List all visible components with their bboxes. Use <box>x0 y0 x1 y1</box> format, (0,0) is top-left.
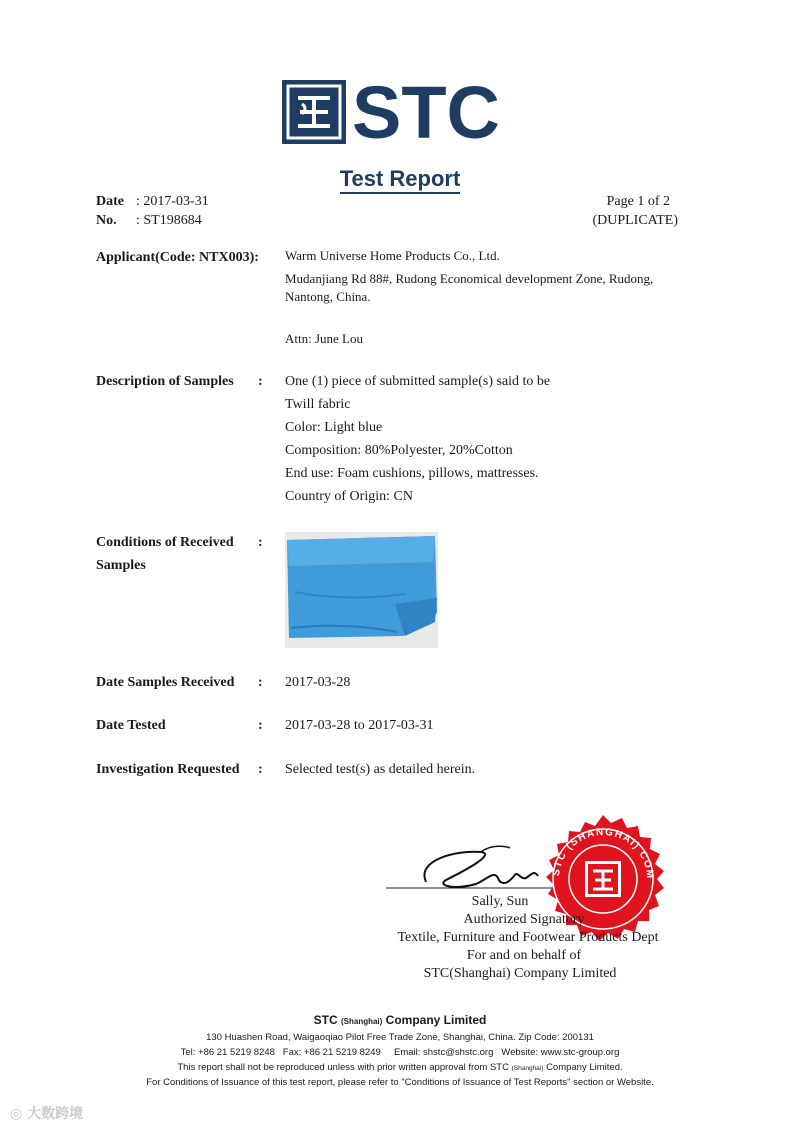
description-line: Twill fabric <box>285 397 351 412</box>
copy-type: (DUPLICATE) <box>592 213 678 228</box>
description-line: Color: Light blue <box>285 420 383 435</box>
conditions-label-line2: Samples <box>96 558 146 573</box>
description-line: Country of Origin: CN <box>285 489 413 504</box>
investigation-colon: : <box>258 762 263 777</box>
applicant-address-line2: Nantong, China. <box>285 289 371 304</box>
signatory-name: Sally, Sun <box>471 894 529 909</box>
applicant-address-line1: Mudanjiang Rd 88#, Rudong Economical development Zone, Rudong, <box>285 271 654 286</box>
investigation-label: Investigation Requested <box>96 762 240 777</box>
seal-text: STC (SHANGHAI) COM <box>550 826 656 881</box>
footer-notice-2: For Conditions of Issuance of this test report, please refer to "Conditions of Issuance of Test Reports" section or Website. <box>146 1077 654 1088</box>
logo-text: STC <box>352 80 500 144</box>
date-tested-colon: : <box>258 718 263 733</box>
no-value: : ST198684 <box>136 213 202 228</box>
watermark: ◎ 大数跨境 <box>10 1106 84 1122</box>
date-value: : 2017-03-31 <box>136 194 209 209</box>
date-received-colon: : <box>258 675 263 690</box>
investigation-value: Selected test(s) as detailed herein. <box>285 762 476 777</box>
report-title: Test Report <box>0 166 800 192</box>
date-received-label: Date Samples Received <box>96 675 235 690</box>
applicant-label: Applicant(Code: NTX003): <box>96 250 259 265</box>
footer-address: 130 Huashen Road, Waigaoqiao Pilot Free Trade Zone, Shanghai, China. Zip Code: 200131 <box>206 1032 594 1043</box>
date-label: Date <box>96 194 124 209</box>
footer-company: STC (Shanghai) Company Limited <box>313 1013 487 1027</box>
footer-notice-1: This report shall not be reproduced unless with prior written approval from STC (Shanghai) Company Limited. <box>177 1062 623 1073</box>
description-line: One (1) piece of submitted sample(s) said to be <box>285 374 551 389</box>
behalf-company: STC(Shanghai) Company Limited <box>423 966 617 981</box>
behalf-line: For and on behalf of <box>466 948 582 963</box>
description-label: Description of Samples <box>96 374 234 389</box>
company-seal <box>535 813 671 949</box>
description-line: Composition: 80%Polyester, 20%Cotton <box>285 443 513 458</box>
fabric-sample-photo <box>285 532 438 648</box>
signatory-dept: Textile, Furniture and Footwear Products Dept <box>397 930 659 945</box>
stc-logo <box>282 80 522 144</box>
description-colon: : <box>258 374 263 389</box>
footer-contacts: Tel: +86 21 5219 8248 Fax: +86 21 5219 8249 Email: shstc@shstc.org Website: www.stc-group.org <box>180 1047 620 1058</box>
page-number: Page 1 of 2 <box>606 194 670 209</box>
description-line: End use: Foam cushions, pillows, mattresses. <box>285 466 539 481</box>
date-received-value: 2017-03-28 <box>285 675 351 690</box>
watermark-icon: ◎ <box>10 1106 23 1122</box>
date-tested-value: 2017-03-28 to 2017-03-31 <box>285 718 434 733</box>
applicant-attn: Attn: June Lou <box>285 331 363 346</box>
conditions-label-line1: Conditions of Received <box>96 535 234 550</box>
applicant-company: Warm Universe Home Products Co., Ltd. <box>285 248 500 263</box>
no-label: No. <box>96 213 117 228</box>
signatory-title: Authorized Signatory <box>463 912 585 927</box>
date-tested-label: Date Tested <box>96 718 166 733</box>
conditions-colon: : <box>258 535 263 550</box>
